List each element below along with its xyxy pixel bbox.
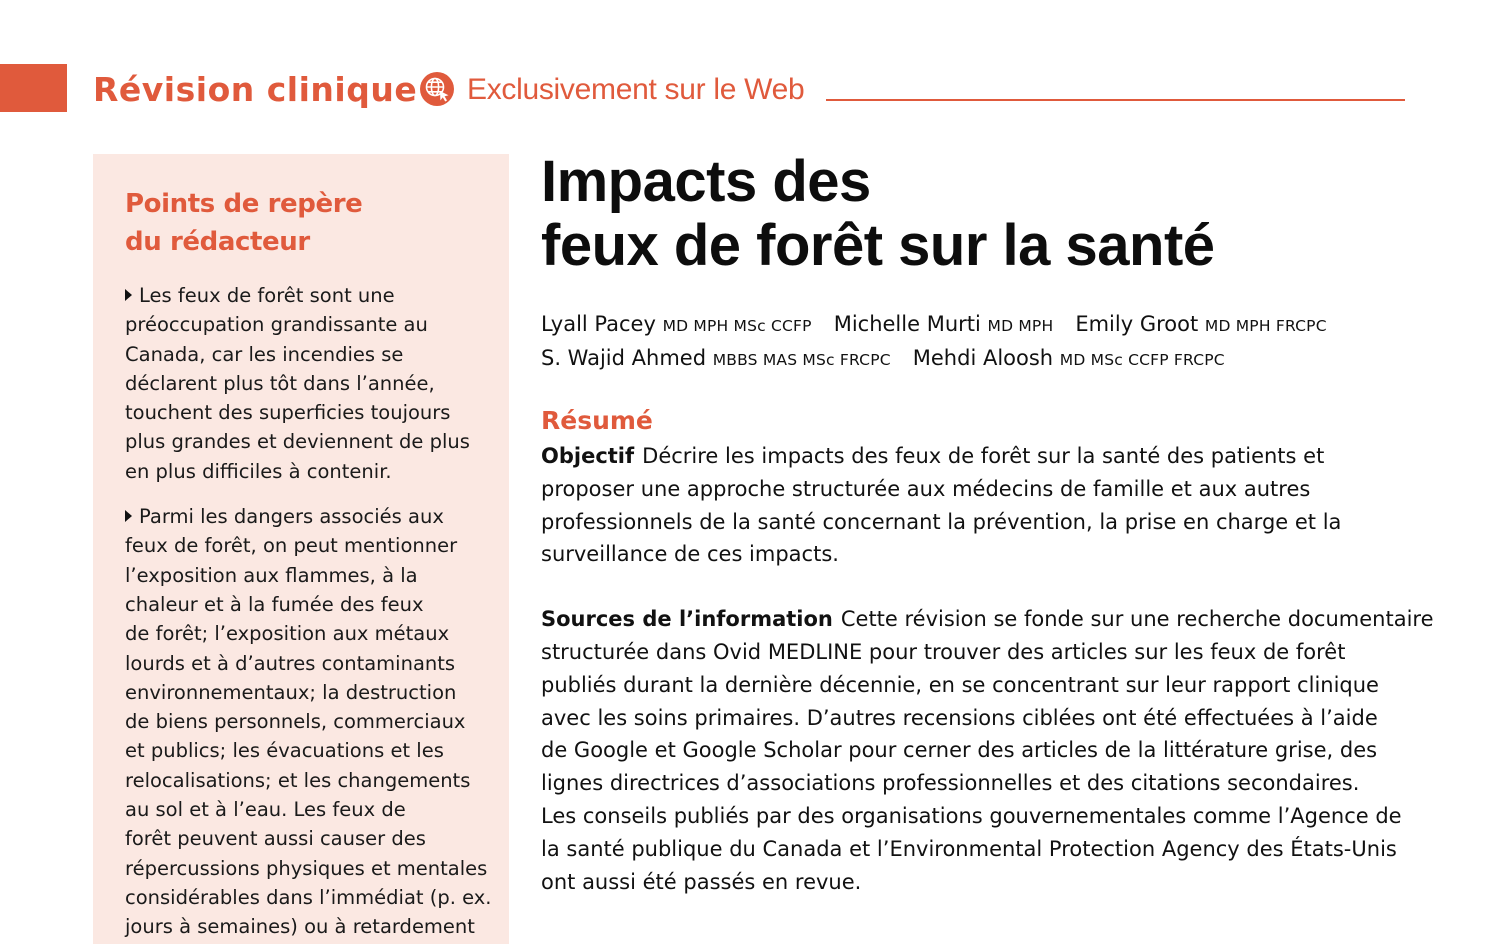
author-row xyxy=(541,342,1461,376)
author-credentials: MD MPH FRCPC xyxy=(1204,317,1327,335)
abstract-line xyxy=(541,734,1461,767)
key-point-line: jours à semaines) ou à retardement xyxy=(125,915,475,939)
abstract-line xyxy=(541,800,1461,833)
key-point-line: feux de forêt, on peut mentionner xyxy=(125,534,458,558)
abstract-text: Cette révision se fonde sur une recherche documentaire xyxy=(840,607,1434,632)
section-accent-block xyxy=(0,64,67,112)
key-point-line: lourds et à d’autres contaminants xyxy=(125,651,456,675)
web-exclusive-label: Exclusivement sur le Web xyxy=(467,73,805,106)
key-point xyxy=(125,281,481,486)
abstract-text: la santé publique du Canada et l’Environmental Protection Agency des États-Unis xyxy=(541,836,1397,861)
abstract-text: structurée dans Ovid MEDLINE pour trouver des articles sur les feux de forêt xyxy=(541,639,1346,664)
abstract-section-lead: Sources de l’information xyxy=(541,607,833,632)
key-point-line: et publics; les évacuations et les xyxy=(125,739,444,763)
key-point-line: chaleur et à la fumée des feux xyxy=(125,592,424,616)
key-point xyxy=(125,502,492,941)
author-credentials: MBBS MAS MSc FRCPC xyxy=(712,351,891,369)
author-name: Michelle Murti xyxy=(833,312,981,336)
abstract-sections xyxy=(541,440,1461,898)
author-name: Lyall Pacey xyxy=(541,312,656,336)
key-points-title-line: du rédacteur xyxy=(125,227,310,257)
abstract-text: publiés durant la dernière décennie, en se concentrant sur leur rapport clinique xyxy=(541,672,1379,697)
key-points-list xyxy=(125,281,492,942)
abstract-text: ont aussi été passés en revue. xyxy=(541,869,862,894)
editor-key-points-box xyxy=(93,154,509,944)
key-point-line: l’exposition aux flammes, à la xyxy=(125,563,418,587)
author-credentials: MD MPH xyxy=(987,317,1054,335)
abstract-line xyxy=(541,473,1461,506)
abstract-section xyxy=(541,603,1461,898)
author-list xyxy=(541,308,1461,376)
key-point-line: considérables dans l’immédiat (p. ex. xyxy=(125,885,492,909)
key-point-line: au sol et à l’eau. Les feux de xyxy=(125,798,406,822)
abstract-text: avec les soins primaires. D’autres recensions ciblées ont été effectuées à l’aide xyxy=(541,705,1378,730)
key-point-line: Les feux de forêt sont une xyxy=(125,281,481,310)
icon-circle xyxy=(420,72,454,106)
abstract-text: professionnels de la santé concernant la prévention, la prise en charge et la xyxy=(541,509,1342,534)
abstract-text: Les conseils publiés par des organisations gouvernementales comme l’Agence de xyxy=(541,803,1402,828)
section-label: Révision clinique xyxy=(93,70,418,109)
author-credentials: MD MPH MSc CCFP xyxy=(662,317,812,335)
key-point-line: plus grandes et deviennent de plus xyxy=(125,430,470,454)
key-point-line: déclarent plus tôt dans l’année, xyxy=(125,371,435,395)
author xyxy=(541,308,812,342)
abstract-text: de Google et Google Scholar pour cerner des articles de la littérature grise, des xyxy=(541,738,1378,763)
key-point-line: préoccupation grandissante au xyxy=(125,313,428,337)
key-point-line: de forêt; l’exposition aux métaux xyxy=(125,622,450,646)
key-points-title xyxy=(125,185,481,261)
key-point-line: forêt peuvent aussi causer des xyxy=(125,827,426,851)
author-name: Emily Groot xyxy=(1075,312,1199,336)
abstract-text: proposer une approche structurée aux médecins de famille et aux autres xyxy=(541,476,1311,501)
bullet-triangle-icon xyxy=(125,510,132,522)
abstract-line xyxy=(541,440,1461,473)
author-credentials: MD MSc CCFP FRCPC xyxy=(1059,351,1225,369)
article-main xyxy=(541,150,1461,898)
abstract-line xyxy=(541,636,1461,669)
abstract-line xyxy=(541,833,1461,866)
author xyxy=(834,308,1054,342)
abstract-line xyxy=(541,669,1461,702)
abstract-text: Décrire les impacts des feux de forêt sur la santé des patients et xyxy=(642,444,1325,468)
article-title-line: feux de forêt sur la santé xyxy=(541,213,1215,278)
author xyxy=(541,342,891,376)
key-points-title-line: Points de repère xyxy=(125,189,363,219)
author xyxy=(913,342,1225,376)
key-point-line: relocalisations; et les changements xyxy=(125,768,471,792)
abstract-line xyxy=(541,603,1461,636)
globe-cursor-icon xyxy=(420,72,454,106)
key-point-line: de biens personnels, commerciaux xyxy=(125,710,466,734)
key-point-line: Parmi les dangers associés aux xyxy=(125,502,481,531)
abstract-text: surveillance de ces impacts. xyxy=(541,542,839,567)
article-title-line: Impacts des xyxy=(541,149,871,214)
abstract-section xyxy=(541,440,1461,571)
abstract-text: lignes directrices d’associations professionnelles et des citations secondaires. xyxy=(541,771,1360,796)
author-row xyxy=(541,308,1461,342)
article-title xyxy=(541,150,1461,278)
author xyxy=(1075,308,1326,342)
abstract-section-lead: Objectif xyxy=(541,444,635,468)
abstract-line xyxy=(541,506,1461,539)
key-point-line: en plus difficiles à contenir. xyxy=(125,459,392,483)
abstract-line xyxy=(541,767,1461,800)
abstract-line xyxy=(541,866,1461,899)
author-name: Mehdi Aloosh xyxy=(912,346,1054,370)
abstract-line xyxy=(541,702,1461,735)
key-point-line: environnementaux; la destruction xyxy=(125,680,457,704)
key-point-line: touchent des superficies toujours xyxy=(125,401,451,425)
bullet-triangle-icon xyxy=(125,289,132,301)
header-rule xyxy=(826,99,1405,101)
key-point-line: répercussions physiques et mentales xyxy=(125,856,488,880)
abstract-line xyxy=(541,538,1461,571)
author-name: S. Wajid Ahmed xyxy=(541,346,707,370)
summary-heading: Résumé xyxy=(541,406,653,435)
key-point-line: Canada, car les incendies se xyxy=(125,342,404,366)
